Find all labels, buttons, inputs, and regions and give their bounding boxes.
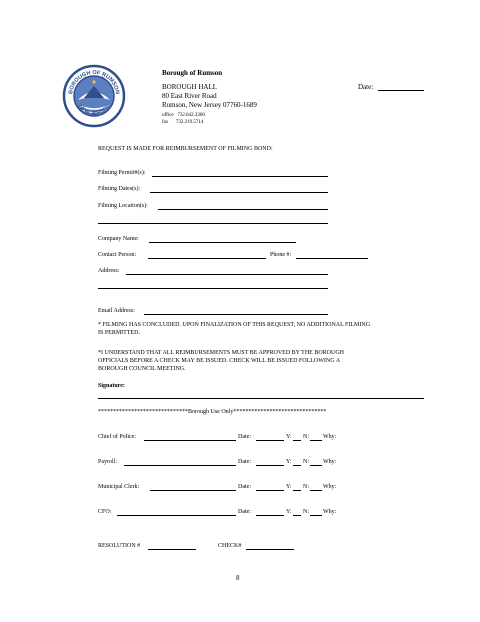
location-label: Filming Location(s): bbox=[98, 203, 148, 209]
notice-filming-line1: * FILMING HAS CONCLUDED. UPON FINALIZATION OF THIS REQUEST, NO ADDITIONAL FILMING bbox=[98, 322, 371, 328]
approval-no-label-chief: N: bbox=[303, 434, 309, 440]
office-contact bbox=[162, 113, 205, 119]
permit-field[interactable] bbox=[152, 176, 328, 177]
notice-approval-line1: *I UNDERSTAND THAT ALL REIMBURSEMENTS MUST BE APPROVED BY THE BOROUGH bbox=[98, 350, 344, 356]
approval-label-clerk: Municipal Clerk: bbox=[98, 484, 140, 490]
approval-yes-field-cfo[interactable] bbox=[293, 515, 301, 516]
hall-name: BOROUGH HALL bbox=[162, 83, 218, 91]
borough-use-banner: ******************************Borough Use Only******************************* bbox=[98, 409, 327, 415]
approval-no-field-clerk[interactable] bbox=[310, 490, 322, 491]
org-name: Borough of Rumson bbox=[162, 69, 223, 77]
approval-date-label-clerk: Date: bbox=[238, 484, 251, 490]
location-field[interactable] bbox=[158, 209, 328, 210]
approval-why-label-chief: Why: bbox=[323, 434, 337, 440]
permit-label: Filming Permit#(s): bbox=[98, 170, 146, 176]
approval-no-label-payroll: N: bbox=[303, 459, 309, 465]
phone-field[interactable] bbox=[296, 258, 368, 259]
resolution-field[interactable] bbox=[148, 549, 196, 550]
approval-name-field-payroll[interactable] bbox=[124, 465, 236, 466]
approval-yes-label-payroll: Y: bbox=[286, 459, 292, 465]
seal-bottom-text: NEW JERSEY bbox=[76, 104, 112, 117]
approval-why-label-payroll: Why: bbox=[323, 459, 337, 465]
notice-approval-line3: BOROUGH COUNCIL MEETING. bbox=[98, 366, 186, 372]
approval-date-field-chief[interactable] bbox=[256, 440, 284, 441]
seal-top-text: BOROUGH OF RUMSON bbox=[68, 69, 120, 95]
approval-yes-field-clerk[interactable] bbox=[293, 490, 301, 491]
phone-label: Phone #: bbox=[270, 252, 292, 258]
resolution-label: RESOLUTION # bbox=[98, 543, 141, 549]
street-address: 80 East River Road bbox=[162, 92, 217, 100]
address-field[interactable] bbox=[126, 274, 328, 275]
approval-label-chief: Chief of Police: bbox=[98, 434, 136, 440]
seal-emblem-icon bbox=[62, 64, 126, 128]
company-label: Company Name: bbox=[98, 236, 139, 242]
intro-text: REQUEST IS MADE FOR REIMBURSEMENT OF FILMING BOND: bbox=[98, 146, 273, 152]
company-field[interactable] bbox=[149, 242, 296, 243]
approval-yes-label-cfo: Y: bbox=[286, 509, 292, 515]
address-field-extra[interactable] bbox=[98, 288, 328, 289]
check-field[interactable] bbox=[246, 549, 294, 550]
location-field-extra[interactable] bbox=[98, 223, 328, 224]
dates-label: Filming Dates(s): bbox=[98, 186, 141, 192]
approval-yes-label-clerk: Y: bbox=[286, 484, 292, 490]
approval-no-field-payroll[interactable] bbox=[310, 465, 322, 466]
approval-name-field-chief[interactable] bbox=[144, 440, 236, 441]
email-field[interactable] bbox=[144, 314, 328, 315]
header-date-field[interactable] bbox=[378, 90, 424, 91]
approval-date-field-cfo[interactable] bbox=[256, 515, 284, 516]
approval-yes-label-chief: Y: bbox=[286, 434, 292, 440]
approval-no-field-cfo[interactable] bbox=[310, 515, 322, 516]
notice-filming-line2: IS PERMITTED. bbox=[98, 330, 140, 336]
approval-date-field-clerk[interactable] bbox=[256, 490, 284, 491]
approval-why-label-clerk: Why: bbox=[323, 484, 337, 490]
approval-why-label-cfo: Why: bbox=[323, 509, 337, 515]
approval-no-field-chief[interactable] bbox=[310, 440, 322, 441]
header-date-label: Date: bbox=[358, 83, 374, 91]
email-label: Email Address: bbox=[98, 308, 135, 314]
signature-label: Signature: bbox=[98, 383, 125, 389]
approval-date-label-cfo: Date: bbox=[238, 509, 251, 515]
approval-yes-field-payroll[interactable] bbox=[293, 465, 301, 466]
approval-label-cfo: CFO: bbox=[98, 509, 112, 515]
city-address: Rumson, New Jersey 07760-1689 bbox=[162, 101, 257, 109]
office-label: office bbox=[162, 113, 174, 118]
approval-yes-field-chief[interactable] bbox=[293, 440, 301, 441]
approval-no-label-clerk: N: bbox=[303, 484, 309, 490]
dates-field[interactable] bbox=[150, 192, 328, 193]
approval-date-label-chief: Date: bbox=[238, 434, 251, 440]
signature-field[interactable] bbox=[98, 398, 424, 399]
approval-name-field-cfo[interactable] bbox=[117, 515, 236, 516]
address-label: Address: bbox=[98, 268, 120, 274]
fax-phone: 732.219.5714 bbox=[175, 120, 204, 125]
page-number: 8 bbox=[236, 574, 240, 582]
fax-contact bbox=[162, 120, 203, 126]
fax-label: fax bbox=[162, 120, 169, 125]
notice-approval-line2: OFFICIALS BEFORE A CHECK MAY BE ISSUED. CHECK WILL BE ISSUED FOLLOWING A bbox=[98, 358, 341, 364]
approval-date-label-payroll: Date: bbox=[238, 459, 251, 465]
approval-date-field-payroll[interactable] bbox=[256, 465, 284, 466]
office-phone: 732.842.3300 bbox=[177, 113, 205, 118]
borough-seal bbox=[62, 64, 126, 128]
contact-field[interactable] bbox=[148, 258, 266, 259]
check-label: CHECK# bbox=[218, 543, 242, 549]
approval-name-field-clerk[interactable] bbox=[150, 490, 236, 491]
approval-label-payroll: Payroll: bbox=[98, 459, 117, 465]
contact-label: Contact Person: bbox=[98, 252, 137, 258]
approval-no-label-cfo: N: bbox=[303, 509, 309, 515]
